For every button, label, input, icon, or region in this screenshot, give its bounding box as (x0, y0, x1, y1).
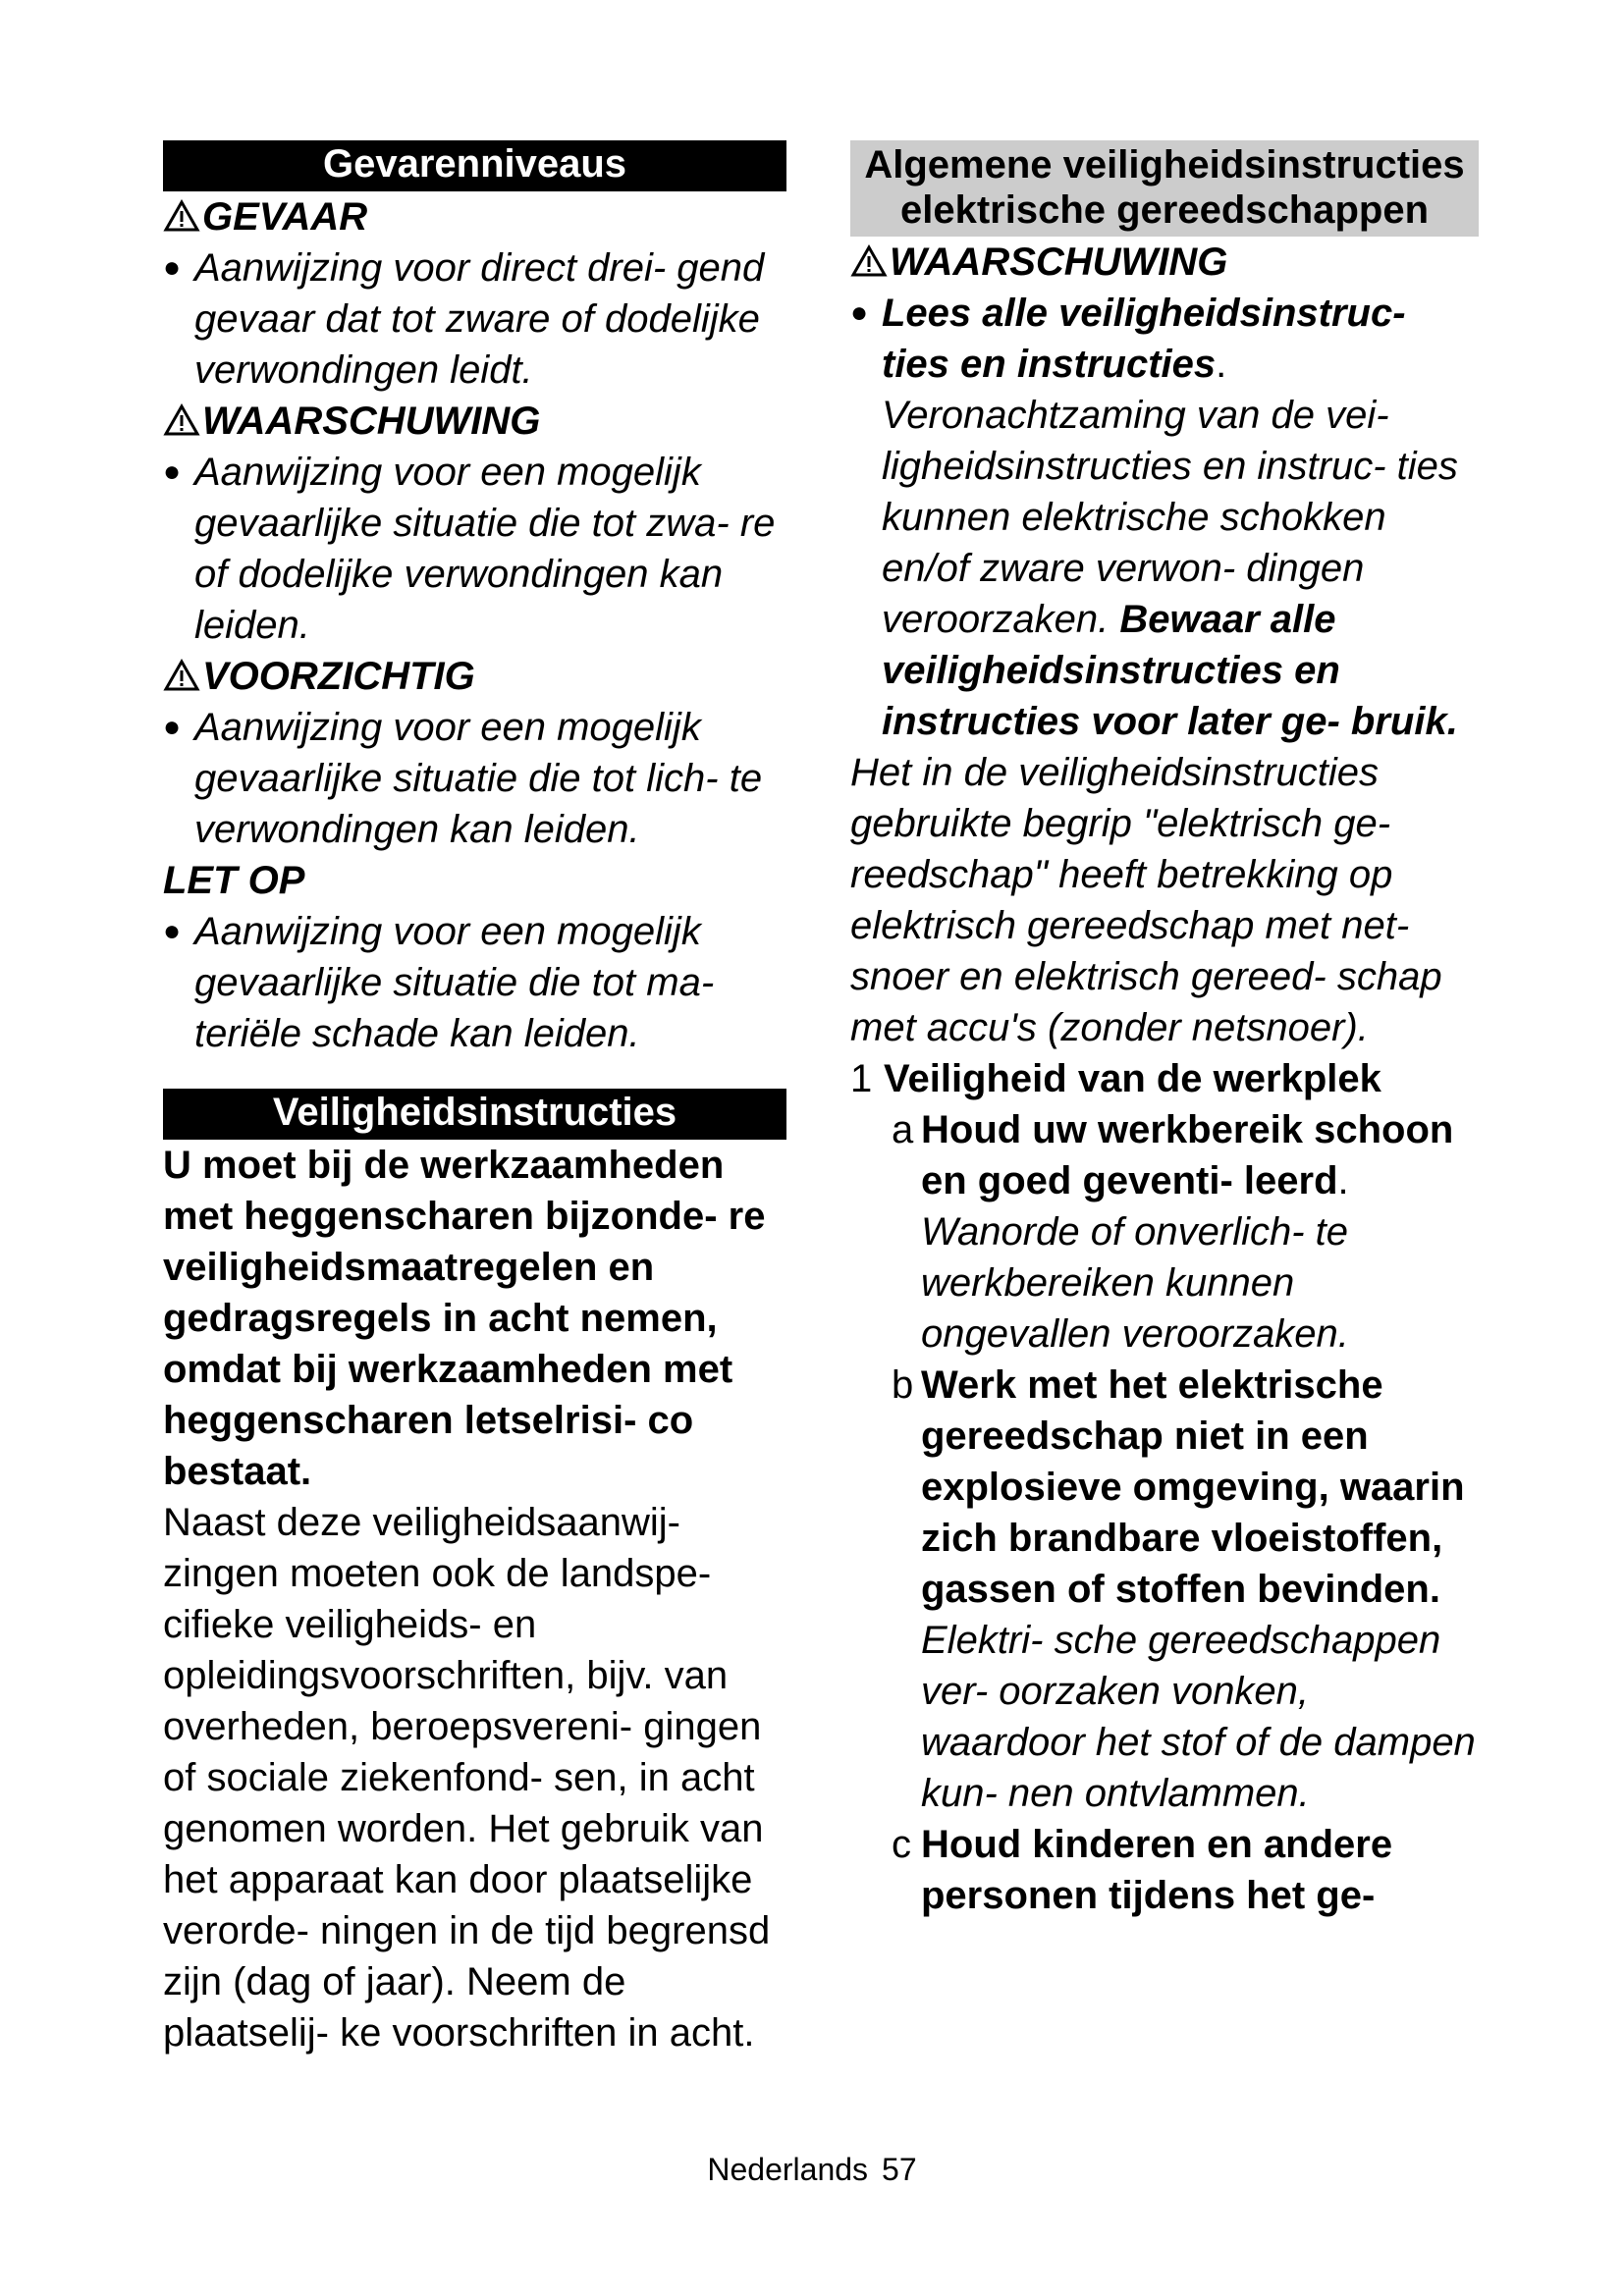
section-title: Veiligheid van de werkplek (884, 1057, 1381, 1100)
hazard-bullet: ● Aanwijzing voor een mogelijk gevaarlijke situatie die tot lich- te verwondingen kan leiden. (163, 702, 786, 855)
warning-triangle-icon (850, 244, 888, 278)
warning-triangle-icon (163, 659, 200, 692)
bullet-icon: ● (850, 296, 869, 329)
list-item: a Houd uw werkbereik schoon en goed geventi- leerd. Wanorde of onverlich- te werkbereiken kunnen ongevallen veroorzaken. (892, 1108, 1454, 1356)
bullet-icon: ● (163, 251, 182, 284)
safety-bold-paragraph: U moet bij de werkzaamheden met heggenscharen bijzonde- re veiligheidsmaatregelen en gedragsregels in acht nemen, omdat bij werkzaamheden met heggenscharen letselrisi- co bestaat. (163, 1144, 766, 1493)
hazard-levels-heading: Gevarenniveaus (163, 140, 786, 191)
hazard-bullet: ● Aanwijzing voor een mogelijk gevaarlijke situatie die tot ma- teriële schade kan leiden. (163, 906, 786, 1059)
page-number: 57 (882, 2152, 917, 2187)
hazard-level-gevaar (163, 191, 786, 396)
intro-paragraph: Het in de veiligheidsinstructies gebruikte begrip "elektrisch ge- reedschap" heeft betrekking op elektrisch gereedschap met net- snoer en elektrisch gereed- schap met accu's (zonder netsnoer). (850, 751, 1442, 1049)
bullet-icon: ● (163, 711, 182, 743)
hazard-level-let-op (163, 855, 786, 1059)
hazard-bullet: ● Aanwijzing voor direct drei- gend gevaar dat tot zware of dodelijke verwondingen leidt. (163, 242, 786, 396)
section-number: 1 (850, 1057, 873, 1100)
safety-paragraph: Naast deze veiligheidsaanwij- zingen moeten ook de landspe- cifieke veiligheids- en opleidingsvoorschriften, bijv. van overheden, beroepsvereni- gingen of sociale ziekenfond- sen, in acht genomen worden. Het gebruik van het apparaat kan door plaatselijke verorde- ningen in de tijd begrensd zijn (dag of jaar). Neem de plaatselij- ke voorschriften in acht. (163, 1501, 771, 2055)
hazard-label: WAARSCHUWING (163, 396, 786, 447)
warning-bullet: ● Lees alle veiligheidsinstruc- ties en instructies. Veronachtzaming van de vei- ligheidsinstructies en instruc- ties kunnen elektrische schokken en/of zware verwon- dingen veroorzaken. Bewaar alle veiligheidsinstructies en instructies voor later ge- bruik. (850, 288, 1479, 747)
hazard-level-voorzichtig (163, 651, 786, 855)
hazard-label: LET OP (163, 859, 305, 902)
warning-triangle-icon (163, 199, 200, 233)
hazard-label: VOORZICHTIG (163, 651, 786, 702)
list-item: b Werk met het elektrische gereedschap niet in een explosieve omgeving, waarin zich brandbare vloeistoffen, gassen of stoffen bevinden. Elektri- sche gereedschappen ver- oorzaken vonken, waardoor het stof of de dampen kun- nen ontvlammen. (892, 1363, 1476, 1815)
bullet-icon: ● (163, 915, 182, 947)
hazard-bullet: ● Aanwijzing voor een mogelijk gevaarlijke situatie die tot zwa- re of dodelijke verwondingen kan leiden. (163, 447, 786, 651)
general-safety-heading: Algemene veiligheidsinstructies elektrische gereedschappen (850, 140, 1479, 237)
footer-language: Nederlands (707, 2152, 869, 2187)
hazard-label: GEVAAR (163, 191, 786, 242)
warning-label: WAARSCHUWING (850, 237, 1479, 288)
safety-instructions-heading: Veiligheidsinstructies (163, 1089, 786, 1140)
section-heading (850, 1053, 1479, 1104)
warning-triangle-icon (163, 403, 200, 437)
page-footer (0, 2150, 1624, 2189)
bullet-icon: ● (163, 455, 182, 488)
left-column (163, 140, 786, 2058)
right-column (850, 140, 1479, 1921)
hazard-level-waarschuwing (163, 396, 786, 651)
list-item: c Houd kinderen en andere personen tijdens het ge- (892, 1823, 1393, 1917)
